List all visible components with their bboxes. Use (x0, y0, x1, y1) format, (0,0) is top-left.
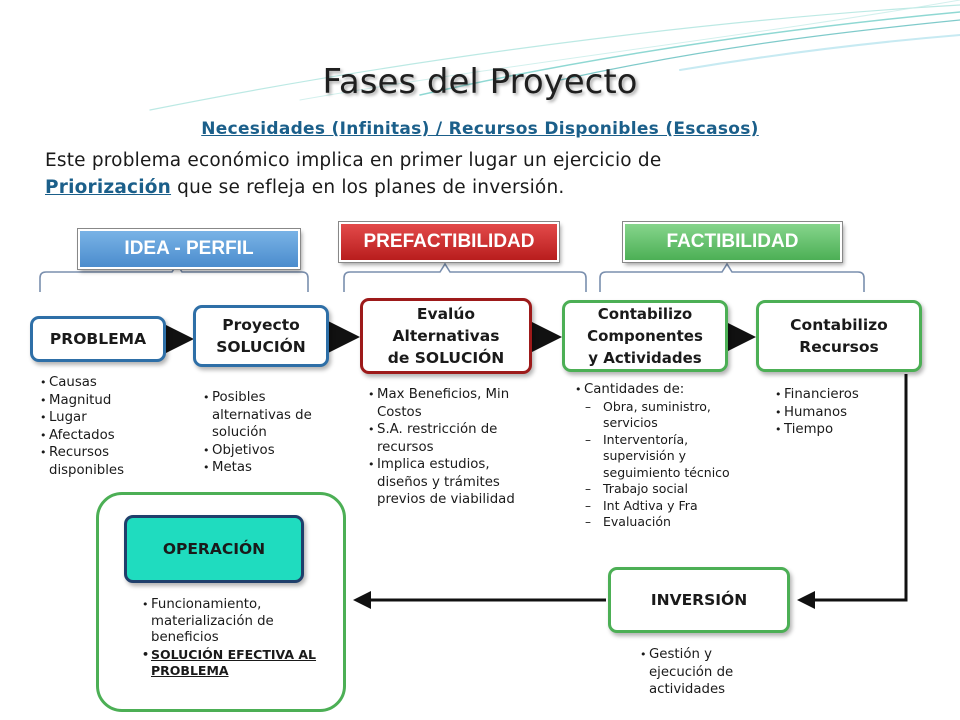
subtitle: Necesidades (Infinitas) / Recursos Disponibles (Escasos) (201, 119, 759, 139)
list-subitem: – Evaluación (575, 514, 760, 531)
list-item: • Cantidades de: (575, 381, 760, 399)
page-title: Fases del Proyecto (322, 62, 638, 102)
step-problema (30, 316, 166, 362)
step-solucion-line2: SOLUCIÓN (216, 338, 306, 356)
intro-line1: Este problema económico implica en primer lugar un ejercicio de (45, 150, 662, 171)
list-subitem: – Obra, suministro, servicios (575, 399, 760, 432)
intro-line2: que se refleja en los planes de inversión. (171, 177, 565, 198)
list-item: • Gestión y ejecución de actividades (640, 646, 770, 699)
list-item: • Recursos disponibles (40, 444, 150, 479)
step-solucion-label (216, 314, 306, 358)
step-componentes (562, 300, 728, 372)
list-item: • Metas (203, 459, 343, 477)
step-operacion-label: OPERACIÓN (162, 540, 266, 558)
step-solucion-line1: Proyecto (222, 316, 300, 334)
list-item: • Causas (40, 374, 150, 392)
step-recursos-label (790, 314, 888, 358)
list-item: • Implica estudios, diseños y trámites previos de viabilidad (368, 456, 528, 509)
phase-prefactibilidad: PREFACTIBILIDAD (339, 222, 559, 262)
list-item: • Tiempo (775, 421, 895, 439)
step-recursos (756, 300, 922, 372)
componentes-bullets (575, 381, 760, 531)
step-problema-label: PROBLEMA (49, 330, 147, 348)
step-recursos-line1: Contabilizo (790, 316, 888, 334)
solucion-bullets (203, 389, 343, 477)
list-subitem: – Int Adtiva y Fra (575, 498, 760, 515)
step-operacion (124, 515, 304, 583)
list-item: • Humanos (775, 404, 895, 422)
list-item: • Magnitud (40, 392, 150, 410)
step-evaluo-line1: Evalúo (416, 305, 476, 323)
list-item: • Lugar (40, 409, 150, 427)
list-item: • Objetivos (203, 442, 343, 460)
list-item-highlight: • SOLUCIÓN EFECTIVA AL PROBLEMA (142, 647, 342, 680)
step-evaluo-label (388, 303, 505, 369)
list-subitem: – Interventoría, supervisión y seguimiento técnico (575, 432, 760, 482)
list-item: • S.A. restricción de recursos (368, 421, 528, 456)
list-item: • Funcionamiento, materialización de beneficios (142, 597, 342, 647)
step-componentes-line2: Componentes (587, 327, 703, 345)
step-inversion (608, 567, 790, 633)
step-solucion (193, 305, 329, 367)
step-recursos-line2: Recursos (799, 338, 879, 356)
intro-highlight: Priorización (45, 177, 172, 198)
list-item: • Afectados (40, 427, 150, 445)
step-componentes-line1: Contabilizo (597, 305, 693, 323)
step-inversion-label: INVERSIÓN (650, 591, 748, 609)
problema-bullets (40, 374, 150, 479)
operacion-bullets (142, 597, 342, 680)
step-evaluo-line2: Alternativas (392, 327, 500, 345)
step-componentes-line3: y Actividades (588, 349, 702, 367)
list-item: • Posibles alternativas de solución (203, 389, 343, 442)
list-subitem: – Trabajo social (575, 481, 760, 498)
intro-text (45, 147, 925, 201)
recursos-bullets (775, 386, 895, 439)
step-evaluo (360, 298, 532, 374)
inversion-bullets (640, 646, 770, 699)
phase-factibilidad: FACTIBILIDAD (623, 222, 842, 262)
list-item: • Max Beneficios, Min Costos (368, 386, 528, 421)
phase-idea-perfil: IDEA - PERFIL (78, 229, 300, 269)
step-evaluo-line3: de SOLUCIÓN (387, 349, 505, 367)
step-componentes-label (587, 303, 703, 369)
list-item: • Financieros (775, 386, 895, 404)
evaluo-bullets (368, 386, 528, 509)
